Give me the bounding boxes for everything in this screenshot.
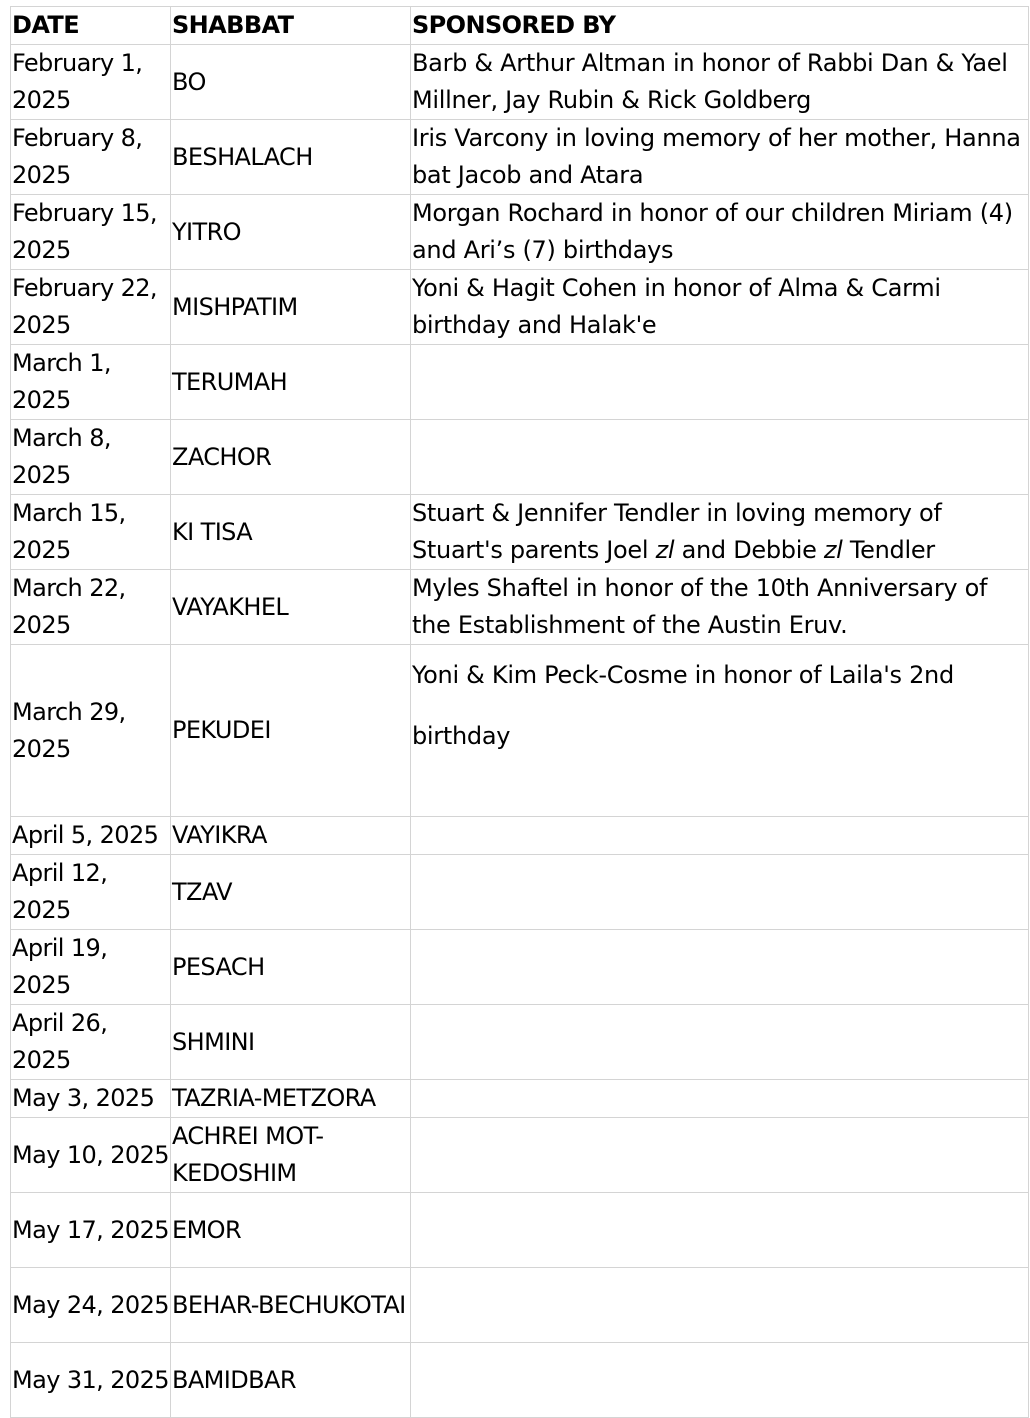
shabbat-cell: ACHREI MOT-KEDOSHIM <box>171 1118 411 1193</box>
shabbat-cell: BESHALACH <box>171 120 411 195</box>
shabbat-cell: ZACHOR <box>171 420 411 495</box>
table-row <box>11 420 1029 495</box>
date-cell: March 1, 2025 <box>11 345 171 420</box>
shabbat-cell: VAYAKHEL <box>171 570 411 645</box>
sponsor-cell <box>411 930 1029 1005</box>
sponsor-cell <box>411 1193 1029 1268</box>
shabbat-cell: EMOR <box>171 1193 411 1268</box>
sponsor-cell <box>411 817 1029 855</box>
sponsor-cell <box>411 1118 1029 1193</box>
header-date: DATE <box>11 7 171 45</box>
date-cell: February 15, 2025 <box>11 195 171 270</box>
date-cell: March 15, 2025 <box>11 495 171 570</box>
shabbat-cell: YITRO <box>171 195 411 270</box>
sponsorship-table <box>10 6 1029 1418</box>
date-cell: May 31, 2025 <box>11 1343 171 1418</box>
shabbat-cell: TERUMAH <box>171 345 411 420</box>
table-row <box>11 345 1029 420</box>
sponsor-cell <box>411 855 1029 930</box>
table-row <box>11 570 1029 645</box>
sponsor-cell: Morgan Rochard in honor of our children Miriam (4) and Ari’s (7) birthdays <box>411 195 1029 270</box>
shabbat-cell: TZAV <box>171 855 411 930</box>
date-cell: April 26, 2025 <box>11 1005 171 1080</box>
date-cell: February 1, 2025 <box>11 45 171 120</box>
sponsor-cell <box>411 1005 1029 1080</box>
sponsor-cell: Myles Shaftel in honor of the 10th Anniversary of the Establishment of the Austin Eruv. <box>411 570 1029 645</box>
sponsor-cell: Barb & Arthur Altman in honor of Rabbi Dan & Yael Millner, Jay Rubin & Rick Goldberg <box>411 45 1029 120</box>
date-cell: April 19, 2025 <box>11 930 171 1005</box>
date-cell: February 8, 2025 <box>11 120 171 195</box>
date-cell: March 8, 2025 <box>11 420 171 495</box>
table-row <box>11 120 1029 195</box>
sponsor-cell <box>411 345 1029 420</box>
sponsor-cell <box>411 1268 1029 1343</box>
date-cell: March 22, 2025 <box>11 570 171 645</box>
shabbat-cell: KI TISA <box>171 495 411 570</box>
date-cell: April 5, 2025 <box>11 817 171 855</box>
header-sponsored-by: SPONSORED BY <box>411 7 1029 45</box>
table-row <box>11 1268 1029 1343</box>
shabbat-cell: PESACH <box>171 930 411 1005</box>
header-shabbat: SHABBAT <box>171 7 411 45</box>
date-cell: March 29, 2025 <box>11 645 171 817</box>
sponsor-cell: Yoni & Hagit Cohen in honor of Alma & Carmi birthday and Halak'e <box>411 270 1029 345</box>
sponsor-cell: Stuart & Jennifer Tendler in loving memory of Stuart's parents Joel zl and Debbie zl Tendler <box>411 495 1029 570</box>
table-row <box>11 1080 1029 1118</box>
table-row <box>11 645 1029 817</box>
table-row <box>11 495 1029 570</box>
shabbat-cell: TAZRIA-METZORA <box>171 1080 411 1118</box>
sponsor-cell: Iris Varcony in loving memory of her mother, Hanna bat Jacob and Atara <box>411 120 1029 195</box>
date-cell: February 22, 2025 <box>11 270 171 345</box>
shabbat-cell: VAYIKRA <box>171 817 411 855</box>
table-row <box>11 930 1029 1005</box>
table-row <box>11 45 1029 120</box>
sponsor-cell: Yoni & Kim Peck-Cosme in honor of Laila's 2nd birthday <box>411 645 1029 817</box>
shabbat-cell: PEKUDEI <box>171 645 411 817</box>
shabbat-cell: SHMINI <box>171 1005 411 1080</box>
table-row <box>11 1118 1029 1193</box>
table-row <box>11 817 1029 855</box>
table-row <box>11 1005 1029 1080</box>
table-row <box>11 1193 1029 1268</box>
shabbat-cell: BAMIDBAR <box>171 1343 411 1418</box>
sponsor-cell <box>411 1080 1029 1118</box>
date-cell: May 10, 2025 <box>11 1118 171 1193</box>
date-cell: May 3, 2025 <box>11 1080 171 1118</box>
date-cell: May 24, 2025 <box>11 1268 171 1343</box>
sponsor-cell <box>411 420 1029 495</box>
table-row <box>11 195 1029 270</box>
shabbat-cell: MISHPATIM <box>171 270 411 345</box>
date-cell: May 17, 2025 <box>11 1193 171 1268</box>
table-row <box>11 270 1029 345</box>
table-row <box>11 855 1029 930</box>
date-cell: April 12, 2025 <box>11 855 171 930</box>
sponsor-cell <box>411 1343 1029 1418</box>
table-row <box>11 1343 1029 1418</box>
shabbat-cell: BO <box>171 45 411 120</box>
header-row <box>11 7 1029 45</box>
shabbat-cell: BEHAR-BECHUKOTAI <box>171 1268 411 1343</box>
